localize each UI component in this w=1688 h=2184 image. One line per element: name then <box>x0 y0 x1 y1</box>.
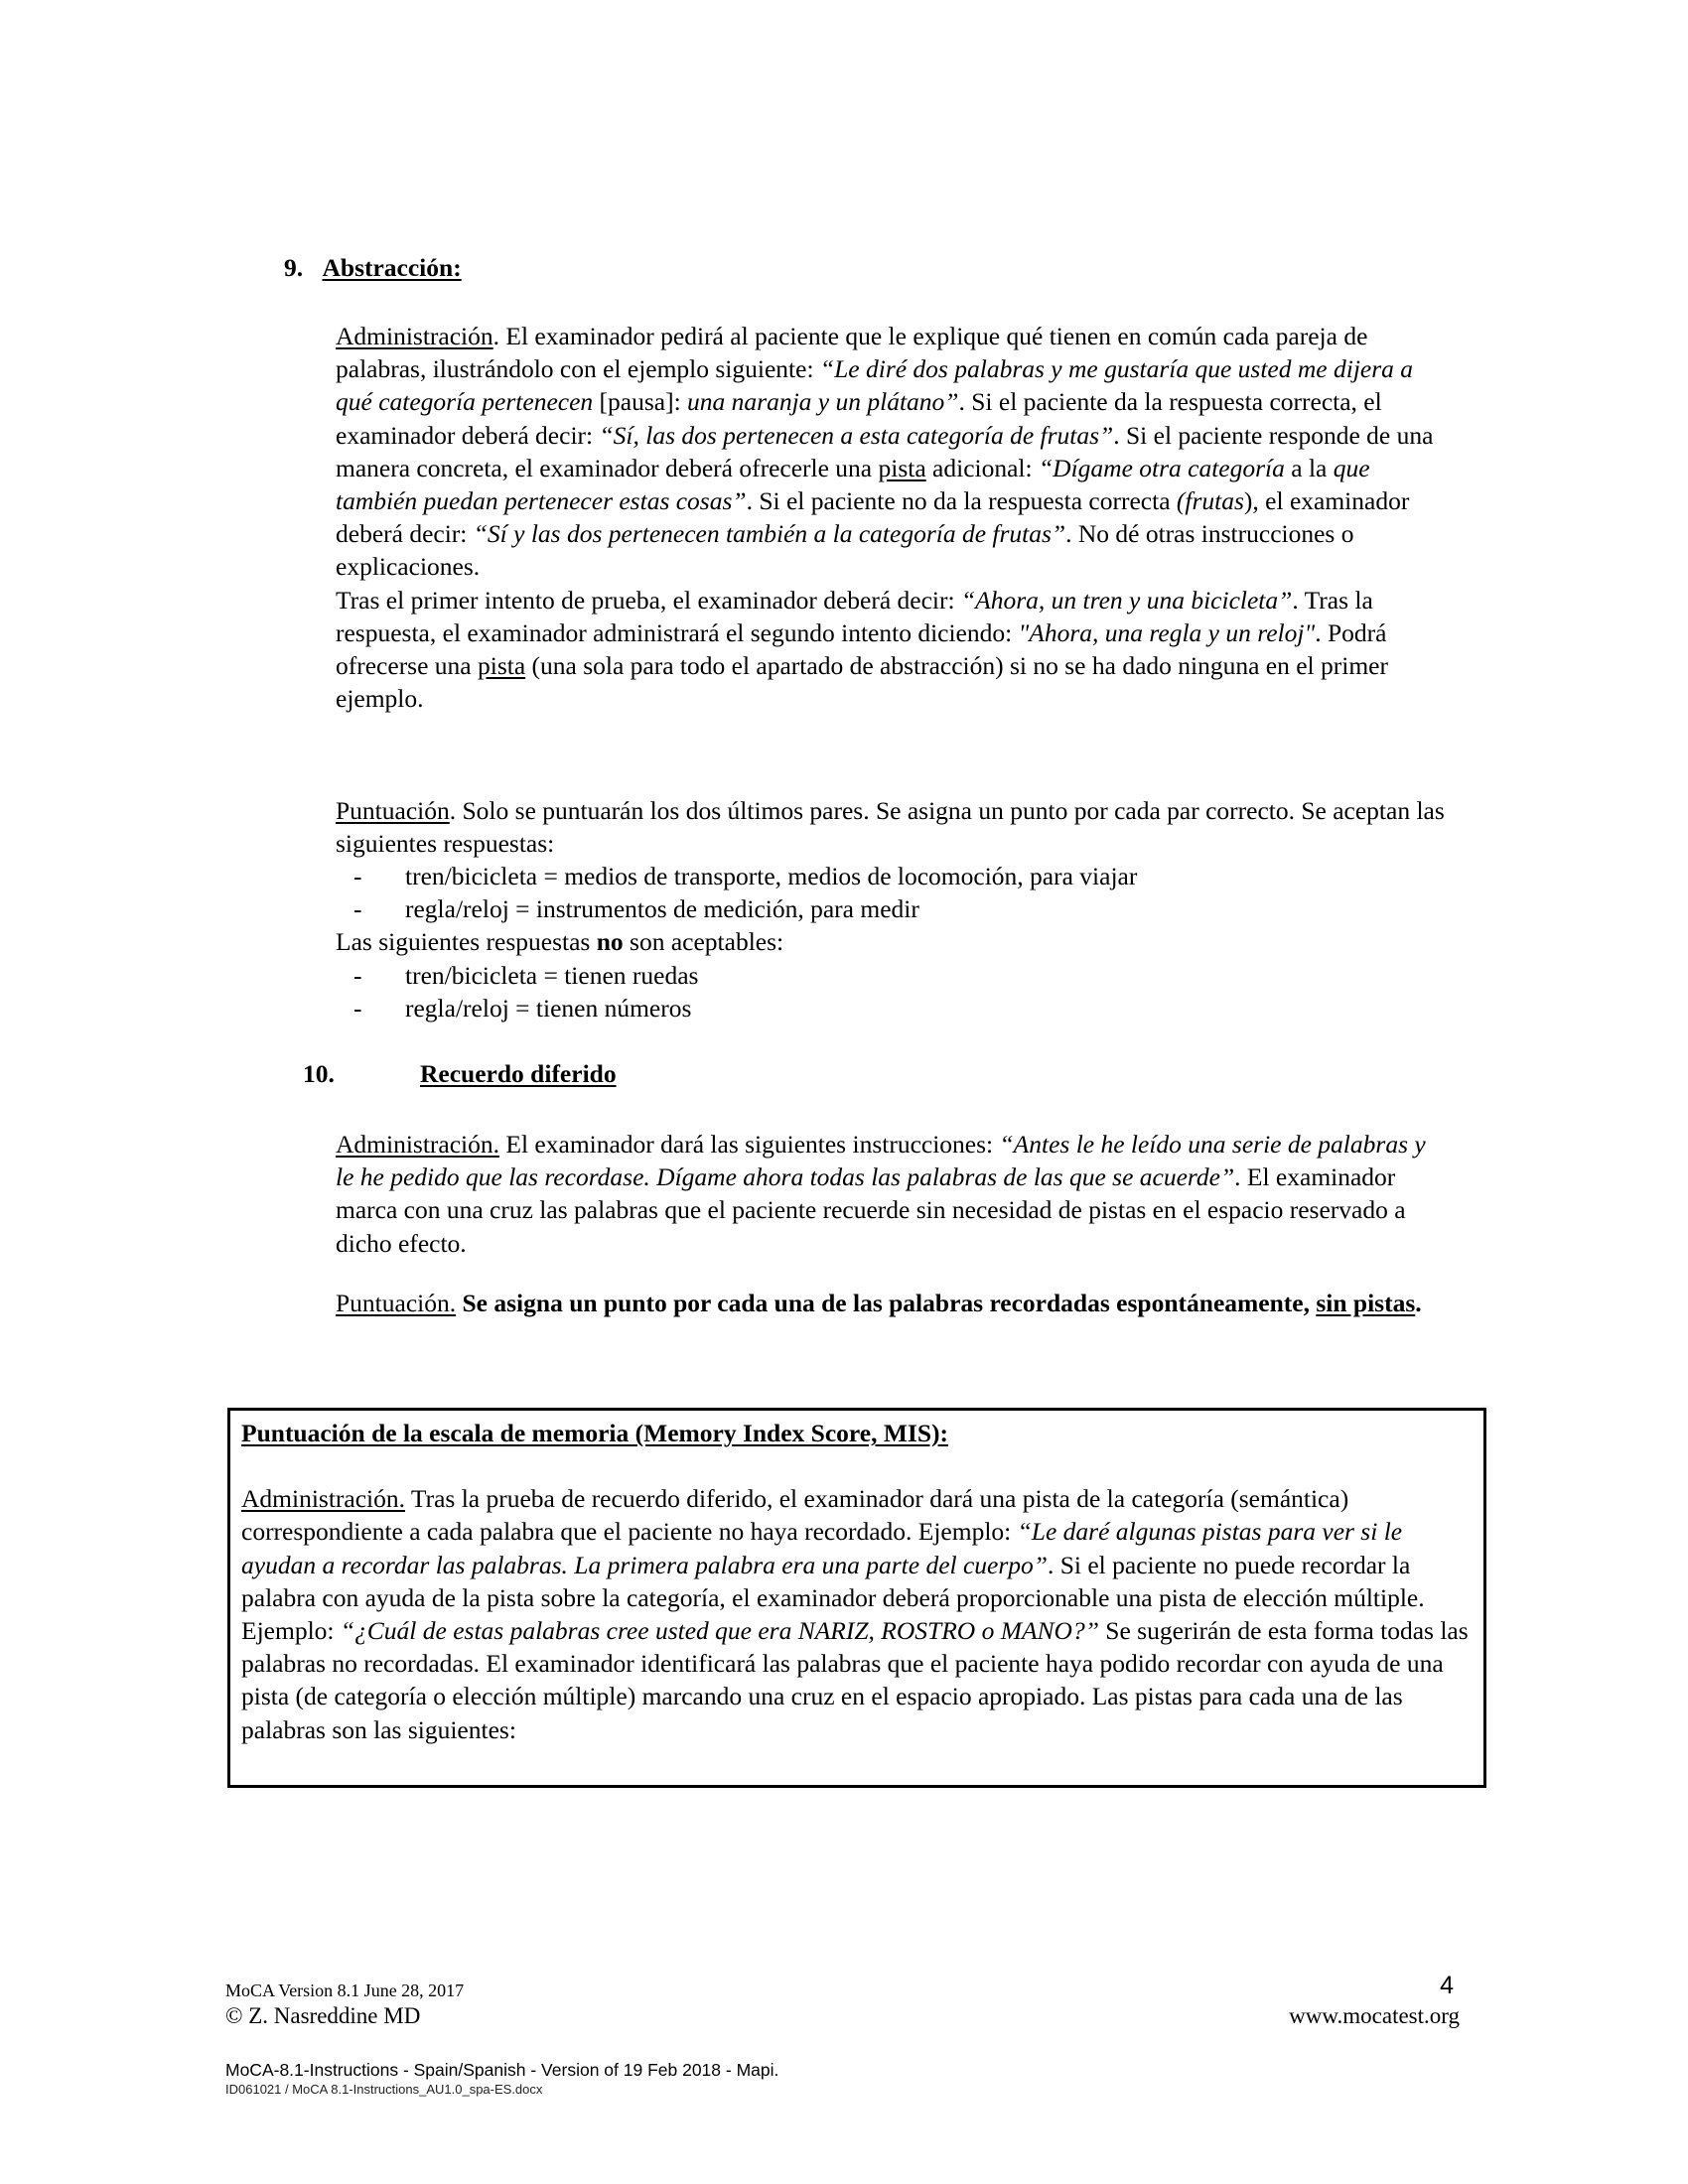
section-10-scoring: Puntuación. Se asigna un punto por cada una de las palabras recordadas espontáneamente, sin pistas. <box>336 1289 1422 1317</box>
list-item: - tren/bicicleta = tienen ruedas <box>353 960 699 990</box>
administration-label: Administración. <box>336 1130 500 1159</box>
section-9-heading <box>284 253 462 283</box>
footer-copyright: © Z. Nasreddine MD <box>225 2003 421 2028</box>
section-title: Recuerdo diferido <box>420 1059 617 1088</box>
footer-id-line: ID061021 / MoCA 8.1-Instructions_AU1.0_spa-ES.docx <box>225 2082 543 2097</box>
mis-title: Puntuación de la escala de memoria (Memory Index Score, MIS): <box>241 1419 949 1447</box>
mis-administration: Administración. Tras la prueba de recuerdo diferido, el examinador dará una pista de la categoría (semántica) correspondiente a cada palabra que el paciente no haya recordado. Ejemplo: “Le daré algunas pistas para ver si le ayudan a recordar las palabras. La primera palabra era una parte del cuerpo”. Si el paciente no puede recordar la palabra con ayuda de la pista sobre la categoría, el examinador deberá proporcionable una pista de elección múltiple. Ejemplo: “¿Cuál de estas palabras cree usted que era NARIZ, ROSTRO o MANO?” Se sugerirán de esta forma todas las palabras no recordadas. El examinador identificará las palabras que el paciente haya podido recordar con ayuda de una pista (de categoría o elección múltiple) marcando una cruz en el espacio apropiado. Las pistas para cada una de las palabras son las siguientes: <box>241 1484 1469 1744</box>
section-number: 9. <box>284 253 304 282</box>
pista-term: pista <box>878 453 926 482</box>
scoring-label: Puntuación <box>336 796 450 825</box>
mis-content <box>241 1417 1473 1746</box>
footer-website: www.mocatest.org <box>1289 2003 1460 2028</box>
footer-document-line: MoCA-8.1-Instructions - Spain/Spanish - Version of 19 Feb 2018 - Mapi. <box>225 2060 779 2080</box>
page-number: 4 <box>1440 1972 1454 1999</box>
administration-label: Administración. <box>241 1484 406 1514</box>
scoring-label: Puntuación. <box>336 1289 457 1317</box>
section-9-administration: Administración. El examinador pedirá al paciente que le explique qué tienen en común cada pareja de palabras, ilustrándolo con el ejemplo siguiente: “Le diré dos palabras y me gustaría que usted me dijera a qué categoría pertenecen [pausa]: una naranja y un plátano”. Si el paciente da la respuesta correcta, el examinador deberá decir: “Sí, las dos pertenecen a esta categoría de frutas”. Si el paciente responde de una manera concreta, el examinador deberá ofrecerle una pista adicional: “Dígame otra categoría a la que también puedan pertenecer estas cosas”. Si el paciente no da la respuesta correcta (frutas), el examinador deberá decir: “Sí y las dos pertenecen también a la categoría de frutas”. No dé otras instrucciones o explicaciones. Tras el primer intento de prueba, el examinador deberá decir: “Ahora, un tren y una bicicleta”. Tras la respuesta, el examinador administrará el segundo intento diciendo: "Ahora, una regla y un reloj". Podrá ofrecerse una pista (una sola para todo el apartado de abstracción) si no se ha dado ninguna en el primer ejemplo. <box>336 322 1434 714</box>
mis-box <box>227 1408 1486 1788</box>
list-item: - regla/reloj = instrumentos de medición, para medir <box>353 894 919 924</box>
accepted-answers-list <box>336 860 1137 1024</box>
list-item: - tren/bicicleta = medios de transporte, medios de locomoción, para viajar <box>353 862 1138 890</box>
section-10-administration: Administración. El examinador dará las siguientes instrucciones: “Antes le he leído una serie de palabras y le he pedido que las recordase. Dígame ahora todas las palabras de las que se acuerde”. El examinador marca con una cruz las palabras que el paciente recuerde sin necesidad de pistas en el espacio reservado a dicho efecto. <box>336 1130 1426 1258</box>
list-item: - regla/reloj = tienen números <box>353 993 692 1023</box>
pista-term: pista <box>478 651 526 681</box>
section-10-heading <box>303 1059 335 1089</box>
not-accepted-intro: Las siguientes respuestas no son aceptables: <box>336 927 784 957</box>
footer-version: MoCA Version 8.1 June 28, 2017 <box>225 1980 465 2000</box>
section-10-title <box>420 1059 617 1089</box>
section-9-scoring: Puntuación. Solo se puntuarán los dos últimos pares. Se asigna un punto por cada par correcto. Se aceptan las siguientes respuestas: <box>336 796 1445 859</box>
section-title: Abstracción: <box>322 253 462 282</box>
section-number: 10. <box>303 1059 335 1088</box>
administration-label: Administración <box>336 322 493 350</box>
